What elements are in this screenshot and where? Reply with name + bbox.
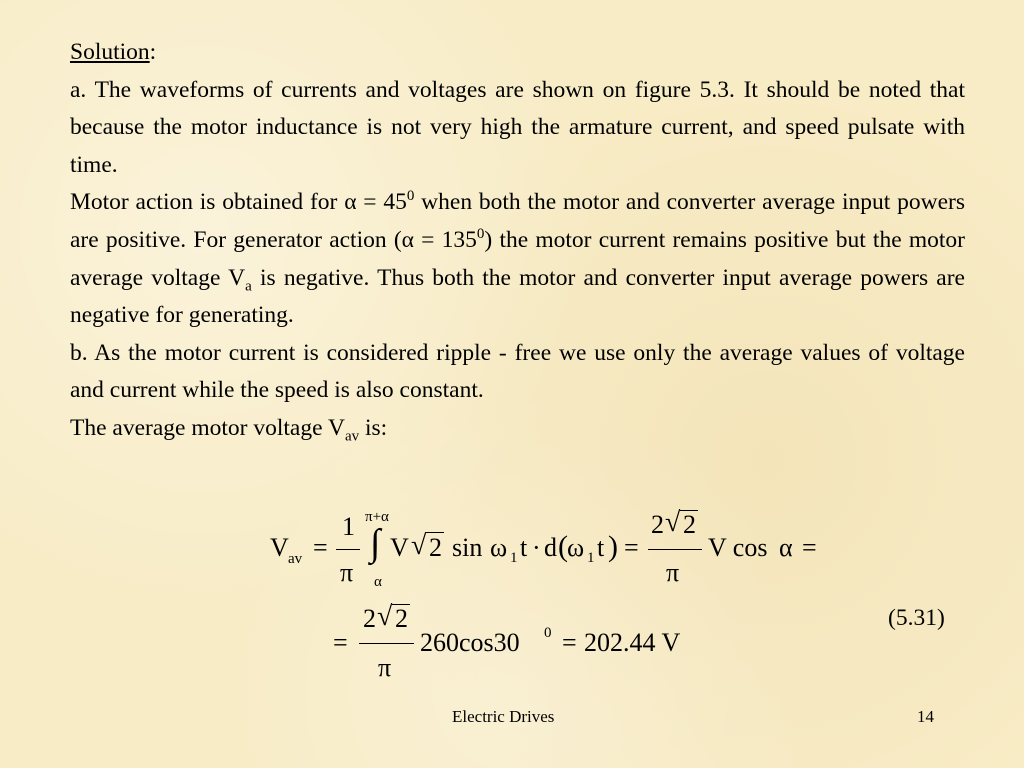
subscript-av: av bbox=[344, 428, 360, 445]
eq-frac-den-pi: π bbox=[666, 558, 680, 587]
alpha-symbol: α bbox=[344, 189, 357, 216]
sqrt-icon: √ bbox=[665, 507, 681, 538]
eq-d: d bbox=[544, 533, 557, 562]
solution-label: Solution bbox=[70, 39, 150, 65]
page-number: 14 bbox=[917, 707, 934, 726]
sqrt-icon: √ bbox=[377, 601, 393, 632]
text-segment: ) the motor current remains positive but the motor average voltage V bbox=[70, 226, 965, 291]
eq-sub-1: 1 bbox=[510, 550, 518, 566]
text-segment: = 135 bbox=[413, 226, 477, 253]
paragraph-a: a. The waveforms of currents and voltages are shown on figure 5.3. It should be noted that because the motor inductance is not very high the armature current, and speed pulsate with time. bbox=[70, 76, 965, 178]
eq-sub-1: 1 bbox=[587, 550, 595, 566]
eq-frac-den-pi: π bbox=[340, 558, 354, 587]
eq-result-vcos: V cos bbox=[708, 533, 768, 562]
eq-integrand-V: V bbox=[390, 533, 409, 562]
eq-two: 2 bbox=[429, 533, 442, 562]
eq-equals: = bbox=[802, 533, 817, 562]
eq-frac-den-pi: π bbox=[378, 653, 392, 682]
text-segment: Motor action is obtained for bbox=[70, 189, 345, 216]
integral-sign: ∫ bbox=[370, 522, 381, 564]
degree-superscript: 0 bbox=[406, 188, 415, 205]
eq-equals: = bbox=[333, 628, 348, 657]
eq-line2-result: 202.44 V bbox=[584, 628, 681, 657]
eq-equals: = bbox=[313, 533, 328, 562]
footer-title: Electric Drives bbox=[452, 707, 555, 726]
eq-alpha: α bbox=[779, 533, 793, 562]
text-segment: is: bbox=[359, 414, 388, 441]
solution-colon: : bbox=[149, 39, 157, 65]
subscript-a: a bbox=[245, 278, 252, 295]
eq-upper-limit: π+α bbox=[365, 509, 389, 525]
eq-degree-superscript: 0 bbox=[544, 625, 552, 641]
text-segment: = 45 bbox=[356, 189, 407, 216]
text-segment: The average motor voltage V bbox=[70, 414, 345, 441]
eq-frac-num-2: 2 bbox=[363, 604, 376, 633]
fraction-line bbox=[359, 643, 414, 644]
eq-rparen: ) bbox=[608, 530, 618, 563]
eq-line2-value: 260cos30 bbox=[420, 628, 520, 657]
eq-frac-num-1: 1 bbox=[342, 512, 355, 541]
eq-V: V bbox=[270, 533, 289, 562]
paragraph-b: b. As the motor current is considered ripple - free we use only the average values of voltage and current while the speed is also constant. bbox=[70, 339, 965, 404]
equation-number: (5.31) bbox=[888, 605, 945, 631]
eq-dot: · bbox=[532, 533, 541, 562]
alpha-symbol: α bbox=[401, 226, 414, 253]
eq-equals: = bbox=[624, 533, 639, 562]
degree-superscript: 0 bbox=[476, 226, 485, 243]
eq-sin: sin bbox=[452, 533, 483, 562]
eq-frac-num-2: 2 bbox=[651, 510, 664, 539]
eq-lparen: ( bbox=[558, 530, 568, 563]
text-segment: is negative. Thus both the motor and converter input average powers are negative for generating. bbox=[70, 264, 965, 329]
eq-two: 2 bbox=[683, 510, 696, 539]
eq-omega: ω bbox=[567, 533, 585, 562]
eq-av-subscript: av bbox=[288, 551, 303, 567]
eq-lower-limit: α bbox=[374, 574, 382, 590]
eq-t: t bbox=[520, 533, 528, 562]
eq-t: t bbox=[597, 533, 605, 562]
eq-omega: ω bbox=[490, 533, 508, 562]
eq-two: 2 bbox=[395, 604, 408, 633]
sqrt-icon: √ bbox=[411, 530, 427, 561]
text-segment: when both the motor and converter average input powers are positive. For generator action ( bbox=[70, 189, 965, 253]
eq-equals: = bbox=[562, 628, 577, 657]
